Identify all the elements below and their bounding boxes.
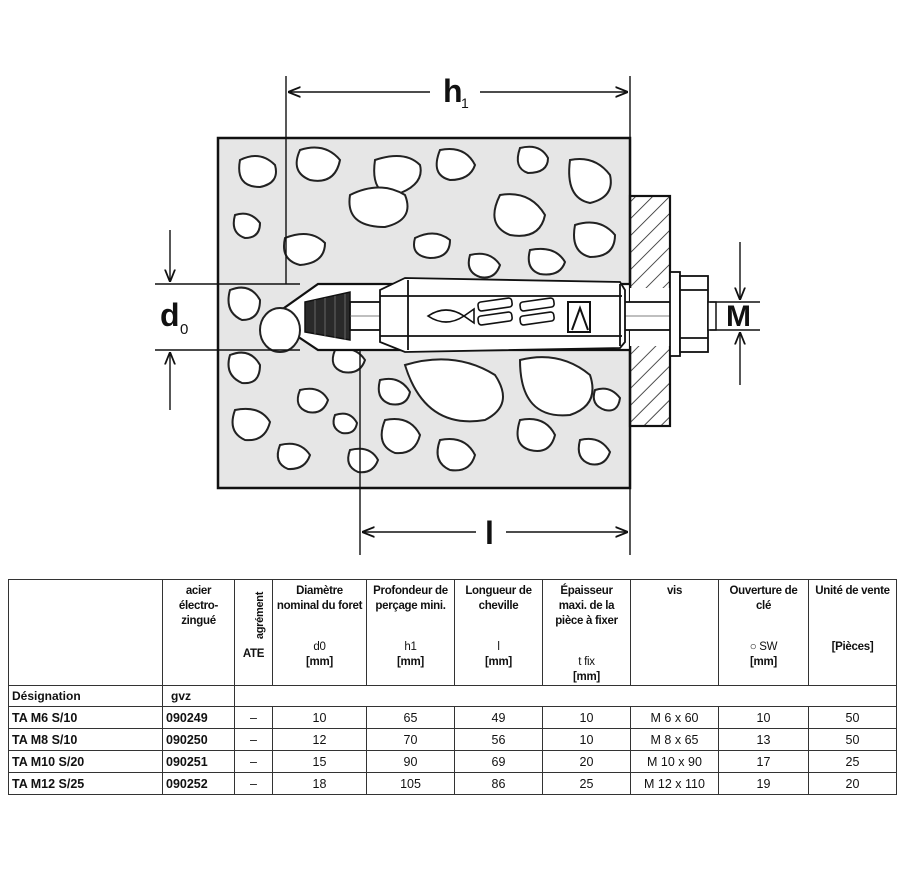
cell-uv: 20 bbox=[809, 773, 897, 795]
table-row bbox=[9, 707, 897, 729]
table-row bbox=[9, 751, 897, 773]
cell-des: TA M12 S/25 bbox=[9, 773, 163, 795]
header-blank bbox=[9, 580, 163, 686]
subheader-blank bbox=[235, 686, 897, 707]
cell-code: 090252 bbox=[163, 773, 235, 795]
cell-uv: 25 bbox=[809, 751, 897, 773]
cell-tfix: 10 bbox=[543, 707, 631, 729]
cell-sw: 19 bbox=[719, 773, 809, 795]
label-h1-sub: 1 bbox=[461, 95, 469, 111]
cell-tfix: 20 bbox=[543, 751, 631, 773]
table-header-row bbox=[9, 580, 897, 686]
label-m: M bbox=[726, 300, 751, 333]
cell-code: 090251 bbox=[163, 751, 235, 773]
cell-ate: – bbox=[235, 729, 273, 751]
cell-code: 090249 bbox=[163, 707, 235, 729]
hex-nut bbox=[680, 276, 708, 352]
header-ate: agrément ATE bbox=[235, 580, 273, 686]
cell-h1: 105 bbox=[367, 773, 455, 795]
header-uv: Unité de vente [Pièces] bbox=[809, 580, 897, 686]
header-ep: Épaisseur maxi. de la pièce à fixer t fix [mm] bbox=[543, 580, 631, 686]
cell-vis: M 12 x 110 bbox=[631, 773, 719, 795]
cell-vis: M 10 x 90 bbox=[631, 751, 719, 773]
cell-tfix: 10 bbox=[543, 729, 631, 751]
cell-des: TA M10 S/20 bbox=[9, 751, 163, 773]
cell-h1: 70 bbox=[367, 729, 455, 751]
cell-uv: 50 bbox=[809, 729, 897, 751]
cell-vis: M 6 x 60 bbox=[631, 707, 719, 729]
cell-d0: 18 bbox=[273, 773, 367, 795]
cell-ate: – bbox=[235, 751, 273, 773]
cell-l: 56 bbox=[455, 729, 543, 751]
label-h1: h bbox=[443, 73, 463, 109]
cell-vis: M 8 x 65 bbox=[631, 729, 719, 751]
cell-code: 090250 bbox=[163, 729, 235, 751]
header-diam: Diamètre nominal du foret d0 [mm] bbox=[273, 580, 367, 686]
subheader-designation: Désignation bbox=[9, 686, 163, 707]
cell-ate: – bbox=[235, 773, 273, 795]
cell-sw: 13 bbox=[719, 729, 809, 751]
brand-mark-icon bbox=[568, 302, 590, 332]
label-d0: d bbox=[160, 297, 180, 333]
washer bbox=[670, 272, 680, 356]
cell-des: TA M6 S/10 bbox=[9, 707, 163, 729]
table-subheader-row bbox=[9, 686, 897, 707]
subheader-gvz: gvz bbox=[163, 686, 235, 707]
cell-l: 86 bbox=[455, 773, 543, 795]
cell-sw: 17 bbox=[719, 751, 809, 773]
cell-ate: – bbox=[235, 707, 273, 729]
cell-tfix: 25 bbox=[543, 773, 631, 795]
header-long: Longueur de cheville l [mm] bbox=[455, 580, 543, 686]
label-d0-sub: 0 bbox=[180, 321, 189, 338]
table-row bbox=[9, 773, 897, 795]
cell-h1: 65 bbox=[367, 707, 455, 729]
dimension-m bbox=[710, 242, 760, 385]
cell-uv: 50 bbox=[809, 707, 897, 729]
table-row bbox=[9, 729, 897, 751]
cell-d0: 15 bbox=[273, 751, 367, 773]
cell-d0: 12 bbox=[273, 729, 367, 751]
cell-l: 69 bbox=[455, 751, 543, 773]
cell-sw: 10 bbox=[719, 707, 809, 729]
cell-h1: 90 bbox=[367, 751, 455, 773]
header-material: acier électro-zingué bbox=[163, 580, 235, 686]
header-vis: vis bbox=[631, 580, 719, 686]
cell-d0: 10 bbox=[273, 707, 367, 729]
spec-table bbox=[8, 579, 897, 795]
cell-des: TA M8 S/10 bbox=[9, 729, 163, 751]
cell-l: 49 bbox=[455, 707, 543, 729]
header-prof: Profondeur de perçage mini. h1 [mm] bbox=[367, 580, 455, 686]
label-l: l bbox=[485, 515, 494, 551]
header-cle: Ouverture de clé ○ SW [mm] bbox=[719, 580, 809, 686]
